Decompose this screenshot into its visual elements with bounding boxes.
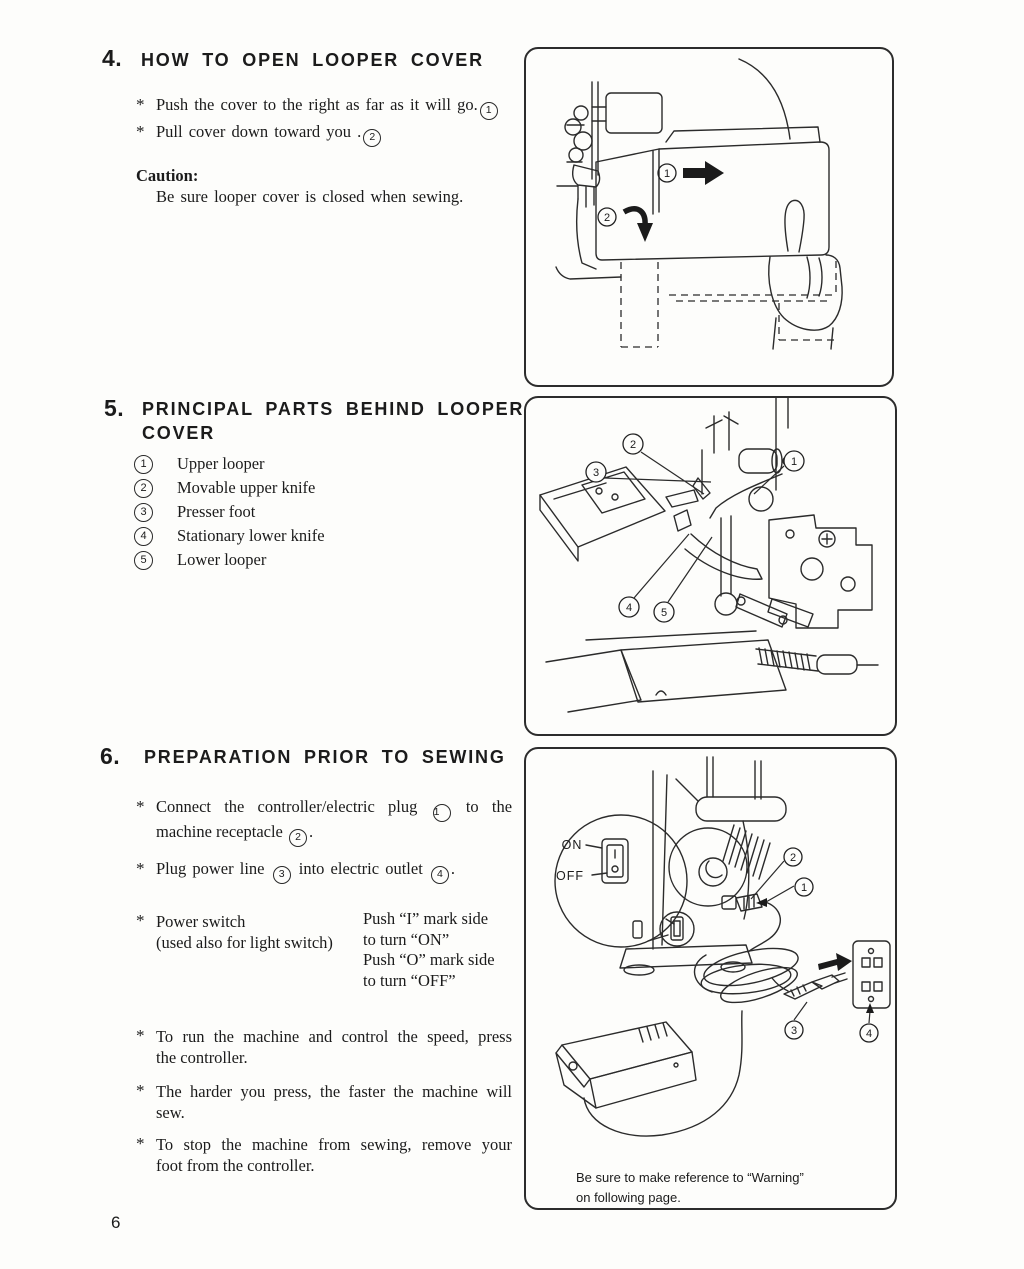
power-switch-instr1: Push “I” mark side — [363, 909, 489, 928]
figure-open-looper-cover — [524, 47, 894, 387]
fig2-ref5: 5 — [660, 607, 668, 619]
power-connection-illustration — [526, 749, 895, 1208]
s4-bullet1-text: Push the cover to the right as far as it will go. — [156, 95, 478, 114]
power-switch-instr-col — [363, 909, 495, 991]
circled-ref-1: 1 — [480, 102, 498, 120]
power-drawing — [555, 757, 890, 1136]
figure3-caption — [576, 1168, 876, 1208]
parts-list-item — [134, 476, 325, 500]
bullet-marker: * — [136, 1081, 145, 1100]
part-label: Stationary lower knife — [177, 526, 325, 545]
s6-connect-line1 — [156, 797, 512, 822]
s6-connect-line2 — [156, 822, 512, 847]
section5-title-line2: COVER — [142, 423, 216, 443]
section4-title: HOW TO OPEN LOOPER COVER — [141, 50, 484, 70]
page-number: 6 — [111, 1213, 121, 1232]
bullet-marker: * — [136, 1026, 145, 1045]
bullet-marker: * — [136, 122, 145, 141]
text-run: Plug power line — [156, 859, 265, 878]
bullet-marker: * — [136, 1134, 145, 1153]
text-line: To run the machine and control the speed, press — [156, 1027, 512, 1046]
part-label: Movable upper knife — [177, 478, 316, 497]
text-line: foot from the controller. — [156, 1156, 315, 1175]
down-arrow-icon — [637, 223, 653, 242]
off-label: OFF — [556, 869, 584, 883]
bullet-marker: * — [136, 911, 145, 930]
figure-preparation-power — [524, 747, 897, 1210]
fig2-ref1: 1 — [790, 456, 798, 468]
circled-ref-2: 2 — [134, 479, 153, 498]
electric-outlet — [853, 941, 890, 1008]
caption-line: on following page. — [576, 1190, 681, 1205]
power-switch-line1: Power switch — [156, 912, 246, 931]
s6-bullet-connect — [156, 797, 512, 847]
s6-bullet-harder — [156, 1081, 512, 1123]
circled-ref-2: 2 — [289, 829, 307, 847]
fig2-ref4: 4 — [625, 602, 633, 614]
text-run: machine receptacle — [156, 822, 283, 841]
caution-label: Caution: — [136, 166, 199, 185]
s6-bullet-plug — [156, 859, 455, 884]
part-label: Upper looper — [177, 454, 265, 473]
text-line: the controller. — [156, 1048, 248, 1067]
section6-number: 6. — [100, 743, 121, 769]
text-run: . — [309, 822, 314, 841]
power-switch-label-col — [156, 911, 333, 953]
text-run: to the — [465, 797, 513, 816]
parts-list-item — [134, 500, 325, 524]
text-run: Connect the controller/electric plug — [156, 797, 418, 816]
part-label: Presser foot — [177, 502, 256, 521]
fig3-ref2: 2 — [789, 852, 797, 864]
caption-line: Be sure to make reference to “Warning” — [576, 1170, 804, 1185]
power-switch-instr4: to turn “OFF” — [363, 970, 456, 990]
on-label: ON — [561, 838, 583, 852]
outlet-arrow-icon — [818, 953, 852, 971]
circled-ref-1: 1 — [433, 804, 451, 822]
parts-list-item — [134, 452, 325, 476]
bullet-marker: * — [136, 797, 145, 816]
circled-ref-2: 2 — [363, 129, 381, 147]
section5-number: 5. — [104, 395, 125, 421]
power-switch-instr2: to turn “ON” — [363, 929, 450, 949]
caution-text: Be sure looper cover is closed when sewing. — [156, 187, 464, 206]
foot-controller — [562, 1022, 692, 1079]
bullet-marker: * — [136, 859, 145, 878]
text-line: The harder you press, the faster the machine will — [156, 1082, 512, 1101]
section6-title: PREPARATION PRIOR TO SEWING — [144, 747, 506, 767]
s4-bullet2-text: Pull cover down toward you . — [156, 122, 362, 141]
parts-list — [134, 452, 325, 572]
right-arrow-icon — [683, 161, 724, 185]
power-switch-instr3: Push “O” mark side — [363, 950, 495, 969]
fig3-labels — [556, 838, 878, 1042]
fig1-step2-label — [598, 208, 653, 242]
fig3-ref4: 4 — [865, 1028, 873, 1040]
fig2-ref2: 2 — [629, 439, 637, 451]
circled-ref-4: 4 — [431, 866, 449, 884]
circled-ref-3: 3 — [134, 503, 153, 522]
fig3-ref3: 3 — [790, 1025, 798, 1037]
s4-bullet1 — [156, 95, 500, 120]
parts-list-item — [134, 548, 325, 572]
circled-ref-1: 1 — [134, 455, 153, 474]
fig2-labels — [586, 434, 804, 622]
text-run: into electric outlet — [298, 859, 423, 878]
hand-drawing — [769, 200, 842, 349]
section4-number: 4. — [102, 45, 123, 71]
circled-ref-5: 5 — [134, 551, 153, 570]
s6-bullet-run — [156, 1026, 512, 1068]
section5-title-line1: PRINCIPAL PARTS BEHIND LOOPER — [142, 399, 525, 419]
parts-list-item — [134, 524, 325, 548]
fig1-ref2: 2 — [603, 212, 611, 224]
fig2-ref3: 3 — [592, 467, 600, 479]
circled-ref-4: 4 — [134, 527, 153, 546]
figure-principal-parts — [524, 396, 897, 736]
part-label: Lower looper — [177, 550, 267, 569]
looper-cover-illustration — [526, 49, 892, 385]
text-line: To stop the machine from sewing, remove your — [156, 1135, 512, 1154]
text-line: sew. — [156, 1103, 185, 1122]
fig1-step1-label — [658, 161, 724, 185]
s6-bullet-stop — [156, 1134, 512, 1176]
controller-cord — [584, 1011, 742, 1136]
mechanism-drawing — [540, 398, 878, 712]
s4-bullet2 — [156, 122, 383, 147]
fig1-ref1: 1 — [663, 168, 671, 180]
fig3-ref1: 1 — [800, 882, 808, 894]
bullet-marker: * — [136, 95, 145, 114]
circled-ref-3: 3 — [273, 866, 291, 884]
text-run: . — [450, 859, 456, 878]
principal-parts-illustration — [526, 398, 895, 734]
hidden-base-dashed — [621, 261, 836, 347]
power-switch-line2: (used also for light switch) — [156, 933, 333, 952]
